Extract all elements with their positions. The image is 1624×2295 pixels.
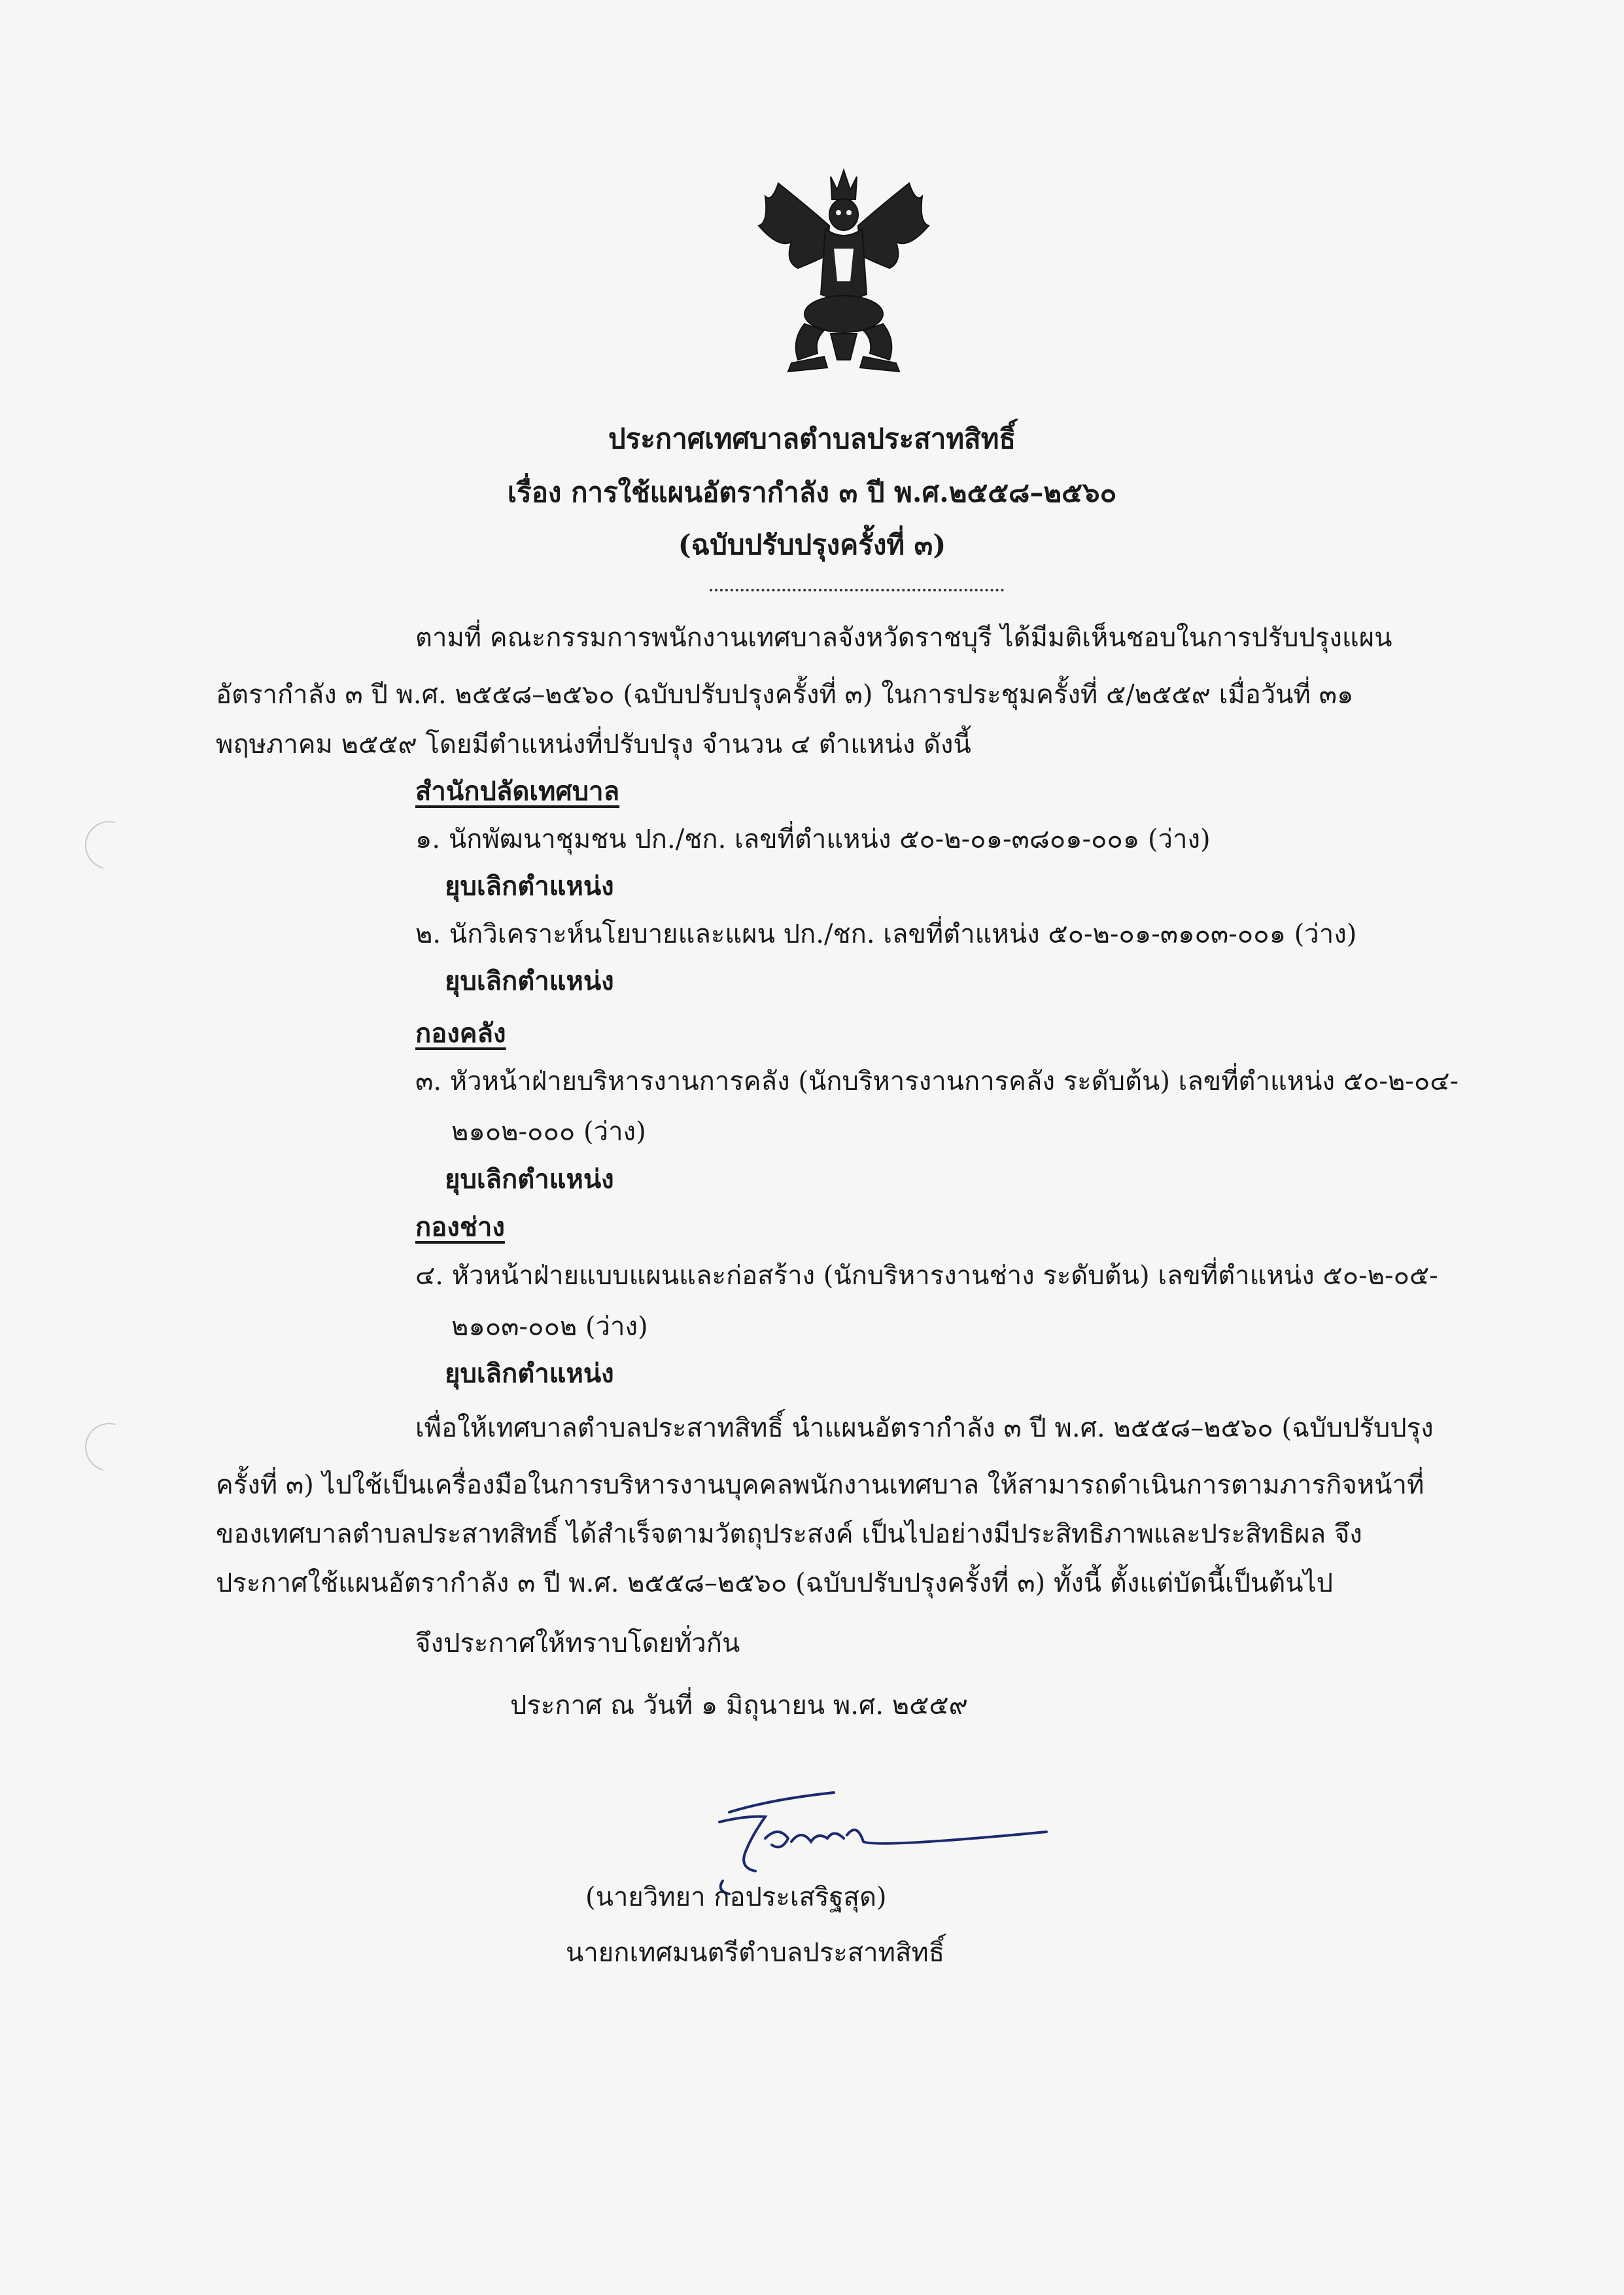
announce-line: จึงประกาศให้ทราบโดยทั่วกัน [415,1628,740,1658]
position-item-3-cont: ๒๑๐๒-๐๐๐ (ว่าง) [451,1117,646,1147]
announcement-date: ประกาศ ณ วันที่ ๑ มิถุนายน พ.ศ. ๒๕๕๙ [510,1691,968,1721]
closing-line-3: ของเทศบาลตำบลประสาทสิทธิ์ ได้สำเร็จตามวัตถุประสงค์ เป็นไปอย่างมีประสิทธิภาพและประสิทธิผล จึง [216,1519,1362,1549]
position-item-4: ๔. หัวหน้าฝ่ายแบบแผนและก่อสร้าง (นักบริหารงานช่าง ระดับต้น) เลขที่ตำแหน่ง ๕๐-๒-๐๕- [415,1261,1438,1291]
position-item-4-action: ยุบเลิกตำแหน่ง [445,1358,614,1389]
announcement-revision: (ฉบับปรับปรุงครั้งที่ ๓) [678,529,946,561]
closing-line-1: เพื่อให้เทศบาลตำบลประสาทสิทธิ์ นำแผนอัตรากำลัง ๓ ปี พ.ศ. ๒๕๕๘–๒๕๖๐ (ฉบับปรับปรุง [415,1413,1434,1443]
signer-title: นายกเทศมนตรีตำบลประสาทสิทธิ์ [566,1938,945,1968]
closing-line-4: ประกาศใช้แผนอัตรากำลัง ๓ ปี พ.ศ. ๒๕๕๘–๒๕๖๐ (ฉบับปรับปรุงครั้งที่ ๓) ทั้งนี้ ตั้งแต่บัดนี้เป็นต้นไป [216,1568,1334,1598]
position-item-3-action: ยุบเลิกตำแหน่ง [445,1164,614,1195]
closing-line-2: ครั้งที่ ๓) ไปใช้เป็นเครื่องมือในการบริหารงานบุคคลพนักงานเทศบาล ให้สามารถดำเนินการตามภารกิจหน้าที่ [216,1470,1425,1500]
announcement-subject: เรื่อง การใช้แผนอัตรากำลัง ๓ ปี พ.ศ.๒๕๕๘–๒๕๖๐ [507,476,1117,508]
intro-line-1: ตามที่ คณะกรรมการพนักงานเทศบาลจังหวัดราชบุรี ได้มีมติเห็นชอบในการปรับปรุงแผน [415,623,1392,653]
position-item-2-action: ยุบเลิกตำแหน่ง [445,966,614,996]
section-heading-engineering: กองช่าง [415,1212,505,1242]
garuda-emblem-icon [752,164,935,379]
dotted-separator [710,589,1004,591]
section-heading-finance: กองคลัง [415,1018,506,1049]
punch-hole-mark [76,1414,142,1480]
position-item-3: ๓. หัวหน้าฝ่ายบริหารงานการคลัง (นักบริหารงานการคลัง ระดับต้น) เลขที่ตำแหน่ง ๕๐-๒-๐๔- [415,1066,1459,1096]
signer-name: (นายวิทยา กอประเสริฐสุด) [585,1882,887,1912]
punch-hole-mark [76,812,142,878]
intro-line-3: พฤษภาคม ๒๕๕๙ โดยมีตำแหน่งที่ปรับปรุง จำนวน ๔ ตำแหน่ง ดังนี้ [216,729,971,760]
section-heading-office: สำนักปลัดเทศบาล [415,776,620,807]
position-item-2: ๒. นักวิเคราะห์นโยบายและแผน ปก./ชก. เลขที่ตำแหน่ง ๕๐-๒-๐๑-๓๑๐๓-๐๐๑ (ว่าง) [415,919,1357,949]
position-item-4-cont: ๒๑๐๓-๐๐๒ (ว่าง) [451,1312,648,1342]
position-item-1: ๑. นักพัฒนาชุมชน ปก./ชก. เลขที่ตำแหน่ง ๕๐-๒-๐๑-๓๘๐๑-๐๐๑ (ว่าง) [415,824,1211,854]
position-item-1-action: ยุบเลิกตำแหน่ง [445,871,614,902]
intro-line-2: อัตรากำลัง ๓ ปี พ.ศ. ๒๕๕๘–๒๕๖๐ (ฉบับปรับปรุงครั้งที่ ๓) ในการประชุมครั้งที่ ๕/๒๕๕๙ เมื่อวันที่ ๓๑ [216,680,1354,710]
announcement-title: ประกาศเทศบาลตำบลประสาทสิทธิ์ [608,423,1016,455]
